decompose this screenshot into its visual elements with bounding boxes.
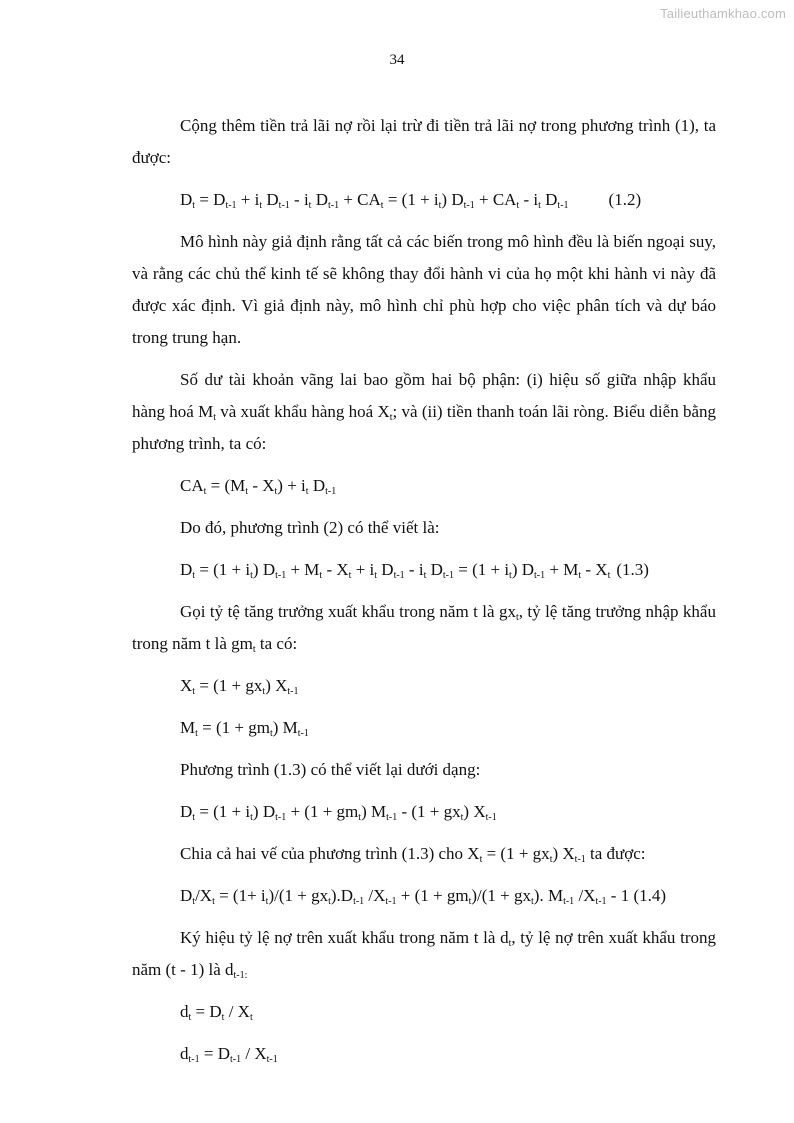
page-body <box>132 110 716 1080</box>
paragraph-model-assumption: Mô hình này giả định rằng tất cả các biến trong mô hình đều là biến ngoại suy, và rằng các chủ thể kinh tế sẽ không thay đổi hành vi của họ một khi hành vi này đã được xác định. Vì giả định này, mô hình chỉ phù hợp cho việc phân tích và dự báo trong trung hạn. <box>132 232 716 347</box>
equation-1-2: $D_t = D_{t-1} + i_t$ $D_{t-1} - i_t$ $D_{t-1} + CA_t = (1 + i_t) D_{t-1} + CA_t - i_t$ $D_{t-1}$ (1.2) <box>180 190 642 211</box>
page-number: 34 <box>389 52 405 68</box>
equation-debt-ratio-t-1: $d_{t-1} = D_{t-1} / X_{t-1}$ <box>180 1044 278 1065</box>
paragraph-growth-rates: Gọi tỷ tệ tăng trưởng xuất khẩu trong năm t là $gx_t$, tỷ lệ tăng trưởng nhập khẩu trong năm t là $gm_t$ ta có: <box>132 602 716 655</box>
paragraph-current-account: Số dư tài khoản vãng lai bao gồm hai bộ phận: (i) hiệu số giữa nhập khẩu hàng hoá $M_t$ và xuất khẩu hàng hoá $X_t$; và (ii) tiền thanh toán lãi ròng. Biểu diễn bằng phương trình, ta có: <box>132 370 716 453</box>
equation-number: (1.3) <box>616 560 649 579</box>
paragraph-rewrite-form: Phương trình (1.3) có thể viết lại dưới dạng: <box>180 760 481 779</box>
watermark: Tailieuthamkhao.com <box>660 6 786 21</box>
equation-number: (1.4) <box>633 886 667 905</box>
equation-current-account: $CA_t = (M_t - X_t) + i_t$ $D_{t-1}$ <box>180 476 337 497</box>
paragraph-rewrite: Do đó, phương trình (2) có thể viết là: <box>180 518 440 537</box>
equation-number: (1.2) <box>608 190 642 209</box>
paragraph-divide: Chia cả hai vế của phương trình (1.3) cho $X_t = (1 + gx_t)$ $X_{t-1}$ ta được: <box>180 844 646 865</box>
equation-imports: $M_t = (1 + gm_t)$ $M_{t-1}$ <box>180 718 309 739</box>
equation-1-3: $D_t = (1 + i_t) D_{t-1} + M_t - X_t + i_t$ $D_{t-1} - i_t$ $D_{t-1} = (1 + i_t) D_{t-1} + M_t - X_t$ (1.3) <box>180 560 649 581</box>
equation-debt-ratio-t: $d_t = D_t / X_t$ <box>180 1002 253 1023</box>
paragraph-debt-ratio: Ký hiệu tỷ lệ nợ trên xuất khẩu trong năm t là $d_t$, tỷ lệ nợ trên xuất khẩu trong năm (t - 1) là $d_{t-1:}$ <box>132 928 717 981</box>
equation-debt-growth: $D_t = (1 + i_t) D_{t-1} + (1 + gm_t)$ $M_{t-1} - (1 + gx_t)$ $X_{t-1}$ <box>180 802 497 823</box>
equation-exports: $X_t = (1 + gx_t)$ $X_{t-1}$ <box>180 676 299 697</box>
paragraph-intro: Cộng thêm tiền trả lãi nợ rồi lại trừ đi tiền trả lãi nợ trong phương trình (1), ta được: <box>132 116 716 167</box>
equation-1-4: $D_t/X_t = (1+ i_t)/(1 + gx_t).D_{t-1}$ $/X_{t-1} + (1 + gm_t)/(1 + gx_t)$. $M_{t-1}$ $/X_{t-1} - 1$ (1.4) <box>180 886 667 907</box>
